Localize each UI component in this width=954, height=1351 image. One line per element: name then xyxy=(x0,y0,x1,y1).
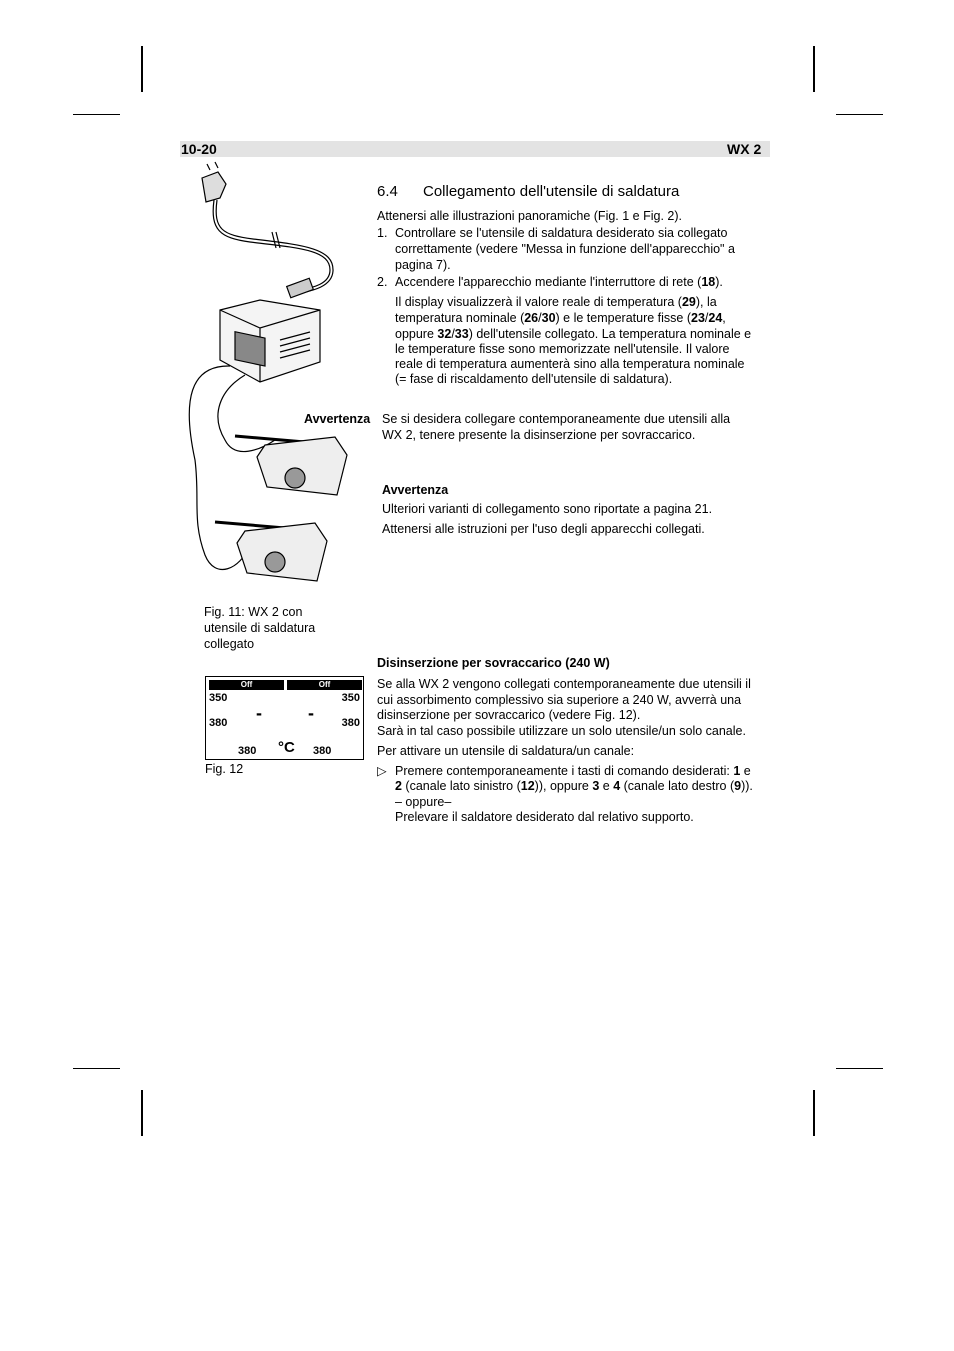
model-label: WX 2 xyxy=(727,141,762,157)
note-line: Attenersi alle istruzioni per l'uso degli apparecchi collegati. xyxy=(382,522,705,536)
lcd-right-top: 350 xyxy=(341,692,360,704)
display-paragraph-line: reale di temperatura aumenterà sino alla temperatura nominale xyxy=(395,357,745,371)
bullet-line: 2 (canale lato sinistro (12)), oppure 3 e 4 (canale lato destro (9)). xyxy=(395,779,753,793)
overload-line: cui assorbimento complessivo sia superiore a 240 W, avverrà una xyxy=(377,693,742,707)
activate-line: Per attivare un utensile di saldatura/un canale: xyxy=(377,744,635,758)
note-line: Ulteriori varianti di collegamento sono riportate a pagina 21. xyxy=(382,502,713,516)
bullet-line: Premere contemporaneamente i tasti di comando desiderati: 1 e xyxy=(395,764,751,778)
header-bar xyxy=(180,141,770,157)
note-label: Avvertenza xyxy=(304,412,371,426)
crop-mark xyxy=(813,46,815,92)
overload-line: disinserzione per sovraccarico (vedere Fig. 12). xyxy=(377,708,641,722)
crop-mark xyxy=(141,1090,143,1136)
crop-mark xyxy=(73,114,120,115)
section-number: 6.4 xyxy=(377,183,398,200)
step-line: Controllare se l'utensile di saldatura desiderato sia collegato xyxy=(395,226,728,240)
page-number: 10-20 xyxy=(181,141,217,157)
lcd-right-mid: 380 xyxy=(341,717,360,729)
crop-mark xyxy=(141,46,143,92)
lcd-unit: °C xyxy=(278,739,295,756)
bullet-line: Prelevare il saldatore desiderato dal relativo supporto. xyxy=(395,810,694,824)
fig12-caption: Fig. 12 xyxy=(205,762,244,776)
crop-mark xyxy=(813,1090,815,1136)
display-paragraph-line: oppure 32/33) dell'utensile collegato. La temperatura nominale e xyxy=(395,327,752,341)
fig11-caption-line: collegato xyxy=(204,637,255,651)
step-number: 2. xyxy=(377,275,388,289)
lcd-status-right: Off xyxy=(287,680,362,690)
bullet-triangle: ▷ xyxy=(377,764,387,778)
fig11-caption-line: utensile di saldatura xyxy=(204,621,316,635)
lcd-left-top: 350 xyxy=(209,692,228,704)
note-line: WX 2, tenere presente la disinserzione per sovraccarico. xyxy=(382,428,696,442)
crop-mark xyxy=(73,1068,120,1069)
display-paragraph-line: temperatura nominale (26/30) e le temperature fisse (23/24, xyxy=(395,311,726,325)
display-paragraph-line: le temperature fisse sono memorizzate nell'utensile. Il valore xyxy=(395,342,730,356)
fig11-caption-line: Fig. 11: WX 2 con xyxy=(204,605,303,619)
crop-mark xyxy=(836,1068,883,1069)
overload-line: Se alla WX 2 vengono collegati contemporaneamente due utensili il xyxy=(377,677,751,691)
step-line: correttamente (vedere "Messa in funzione dell'apparecchio" a xyxy=(395,242,735,256)
lcd-left-bottom: 380 xyxy=(238,745,257,757)
step-line: Accendere l'apparecchio mediante l'interruttore di rete (18). xyxy=(395,275,723,289)
lcd-display xyxy=(205,676,364,760)
note-line: Se si desidera collegare contemporaneamente due utensili alla xyxy=(382,412,731,426)
step-number: 1. xyxy=(377,226,388,240)
lcd-left-dash: - xyxy=(256,703,262,723)
step-line: pagina 7). xyxy=(395,258,451,272)
lcd-left-mid: 380 xyxy=(209,717,228,729)
soldering-station-illustration xyxy=(180,160,370,590)
overload-title: Disinserzione per sovraccarico (240 W) xyxy=(377,656,610,670)
overload-line: Sarà in tal caso possibile utilizzare un solo utensile/un solo canale. xyxy=(377,724,746,738)
display-paragraph-line: Il display visualizzerà il valore reale di temperatura (29), la xyxy=(395,295,717,309)
note-label: Avvertenza xyxy=(382,483,449,497)
intro-paragraph: Attenersi alle illustrazioni panoramiche (Fig. 1 e Fig. 2). xyxy=(377,209,682,223)
lcd-right-bottom: 380 xyxy=(313,745,332,757)
display-paragraph-line: (= fase di riscaldamento dell'utensile di saldatura). xyxy=(395,372,673,386)
crop-mark xyxy=(836,114,883,115)
lcd-right-dash: - xyxy=(308,703,314,723)
lcd-status-left: Off xyxy=(209,680,284,690)
section-title: Collegamento dell'utensile di saldatura xyxy=(423,183,680,200)
bullet-line: – oppure– xyxy=(395,795,452,809)
